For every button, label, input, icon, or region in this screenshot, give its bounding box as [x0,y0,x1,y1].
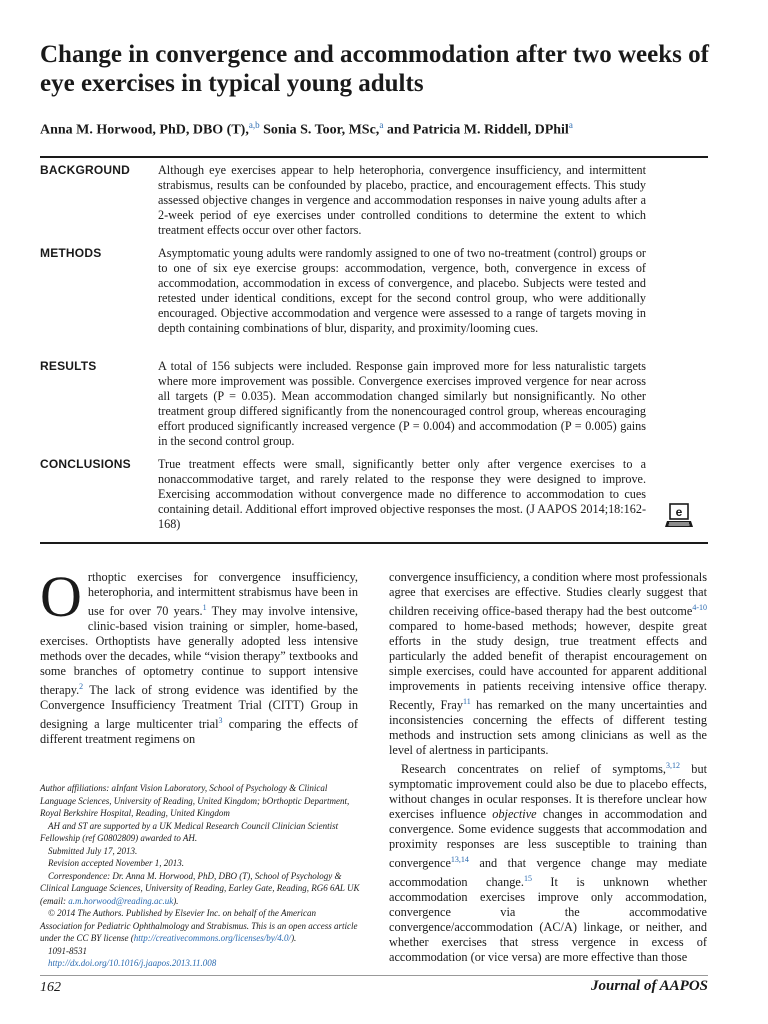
correspondence-line [40,870,360,908]
journal-name: Journal of AAPOS [591,978,708,994]
body-text: changes in accommodation and convergence. Some evidence suggests that accommodation and proximity responses are less susceptible to training than convergence [389,807,707,871]
intro-paragraph [40,564,358,747]
email-link[interactable]: a.m.horwood@reading.ac.uk [68,895,174,906]
issn-line: 1091-8531 [48,945,87,956]
body-text: Research concentrates on relief of symptoms, [401,762,667,777]
affiliation-marker[interactable]: a [379,120,384,130]
license-link[interactable]: http://creativecommons.org/licenses/by/4.0/ [133,933,292,943]
funding-line: AH and ST are supported by a UK Medical Research Council Clinician Scientist Fellowship (ref G0802809) awarded to AH. [40,820,339,843]
e-journal-computer-icon[interactable] [664,503,694,529]
abstract-label: RESULTS [40,359,97,373]
body-text: comparing the effects of different treatment regimens on [40,717,358,747]
correspondence-text: ). [173,895,179,906]
reference-link[interactable]: 13,14 [450,855,469,865]
abstract-bottom-rule [40,542,708,544]
reference-link[interactable]: 2 [79,682,84,692]
body-text: and that vergence change may mediate accommodation change. [389,856,707,890]
reference-link[interactable]: 1 [202,603,207,612]
affiliation-marker[interactable]: a,b [248,120,260,130]
body-text: has remarked on the many uncertainties and inconsistencies concerning the effects of different testing methods and instruction sets among clinicians as well as the level of alertness in participants. [389,698,707,758]
conclusions-text: True treatment effects were small, significantly better only after vergence exercises to a nonaccommodative target, and rarely related to the response they were designed to improve. Exercising accommodation without convergence made no difference to accommodation to cues containing detail. Additional effort improved objective responses the most. [158,457,646,516]
revision-line: Revision accepted November 1, 2013. [48,858,184,868]
body-column-left [40,564,358,747]
abstract-text: A total of 156 subjects were included. Response gain improved more for less naturalistic targets where more improvement was possible. Convergence exercises improved vergence for near across all targets (P = 0.035). Mean accommodation changed similarly but nonsignificantly. No other treatment group differed significantly from the nonencouraged control group, whereas encouraging effort produced significantly increased vergence (P = 0.004) and accommodation (P = 0.005) gains in the second control group. [158,359,646,448]
copyright-line [40,907,360,945]
affiliation-marker[interactable]: a [568,120,573,130]
body-paragraph [389,570,707,758]
body-text: compared to home-based methods; however, despite great efforts in the study design, true treatment effects and particularly the added benefit of therapist encouragement on simple exercises, could have accounted for apparent additional improvements in patients receiving intensive office therapy. Recently, Fray [389,619,707,713]
body-text: rthoptic exercises for convergence insufficiency, heterophoria, and intermittent strabismus have been in use for over 70 years. [87,570,358,619]
reference-link[interactable]: 15 [523,874,532,884]
reference-link[interactable]: 3 [218,716,223,726]
author-list [40,116,730,140]
reference-link[interactable]: 3,12 [666,761,681,771]
abstract-text [158,457,646,532]
svg-text:e: e [675,505,683,519]
author-name: Sonia S. Toor, MSc, [263,122,380,138]
reference-link[interactable]: 11 [463,697,471,707]
abstract-label: CONCLUSIONS [40,457,131,471]
citation: (J AAPOS 2014;18:162-168) [158,502,646,531]
article-title: Change in convergence and accommodation after two weeks of eye exercises in typical young adults [40,41,709,97]
emphasis-text: objective [492,807,537,822]
body-column-right [389,570,707,965]
abstract-text: Although eye exercises appear to help heterophoria, convergence insufficiency, and intermittent strabismus, results can be confounded by placebo, practice, and encouragement effects. This study assessed objective changes in vergence and accommodation responses in naive young adults after a 2-week period of eye exercises under controlled conditions to determine the extent to which treatment effects occur over other factors. [158,163,646,237]
abstract-label: METHODS [40,246,102,260]
body-text: The lack of strong evidence was identified by the Convergence Insufficiency Treatment Trial (CITT) Group in designing a large multicenter trial [40,683,358,732]
author-affiliations-footnote [40,782,360,970]
copyright-text: ). [291,933,297,943]
page-number: 162 [40,980,61,995]
submitted-line: Submitted July 17, 2013. [48,845,138,856]
footer-rule [40,975,708,976]
copyright-text: © 2014 The Authors. Published by Elsevier Inc. on behalf of the American Association for Pediatric Ophthalmology and Strabismus. This is an open access article under the CC BY license ( [40,908,358,943]
reference-link[interactable]: 4-10 [692,603,707,612]
abstract-top-rule [40,156,708,158]
body-text: but symptomatic improvement could also be due to placebo effects, without changes in ocular responses. It is therefore unclear how exercises influence [389,762,708,822]
abstract-label: BACKGROUND [40,163,130,177]
author-name: Patricia M. Riddell, DPhil [412,122,569,138]
affiliation-line: Author affiliations: aInfant Vision Laboratory, School of Psychology & Clinical Language Sciences, University of Reading, United Kingdom; bOrthoptic Department, Royal Berkshire Hospital, Reading, United Kingdom [40,783,350,818]
doi-link[interactable]: http://dx.doi.org/10.1016/j.jaapos.2013.11.008 [48,958,217,968]
body-text: They may involve intensive, clinic-based vision training or simpler, home-based, exercises. Orthoptists have generally adopted less intensive methods over the decades, while “vision therapy” textbooks and some branches of optometry continue to support intensive therapy. [40,604,358,698]
author-name: Anna M. Horwood, PhD, DBO (T), [40,122,249,138]
abstract-text: Asymptomatic young adults were randomly assigned to one of two no-treatment (control) groups or to one of six eye exercise groups: accommodation, vergence, both, convergence in excess of accommodation, accommodation in excess of convergence, and placebo. Subjects were tested and retested under identical conditions, except for the second control group, who were additionally encouraged. Objective accommodation and vergence were assessed to a range of targets moving in depth containing combinations of blur, disparity, and proximity/looming cues. [158,246,646,335]
body-text: convergence insufficiency, a condition where most professionals agree that exercises are effective. Studies clearly suggest that children receiving office-based therapy had the best outcome [389,570,707,619]
body-paragraph [389,758,707,965]
drop-cap: O [40,564,82,629]
correspondence-text: Correspondence: Dr. Anna M. Horwood, PhD, DBO (T), School of Psychology & Clinical Language Sciences, University of Reading, Earley Gate, Reading, RG6 6AL UK (email: [40,870,360,906]
body-text: It is unknown whether accommodation exercises improve only accommodation, convergence via the accommodative convergence/accommodation (AC/A) linkage, or neither, and whether exercises that stress vergence in excess of accommodation (or vice versa) are more effective than those [389,875,707,965]
author-joiner: and [386,122,410,138]
